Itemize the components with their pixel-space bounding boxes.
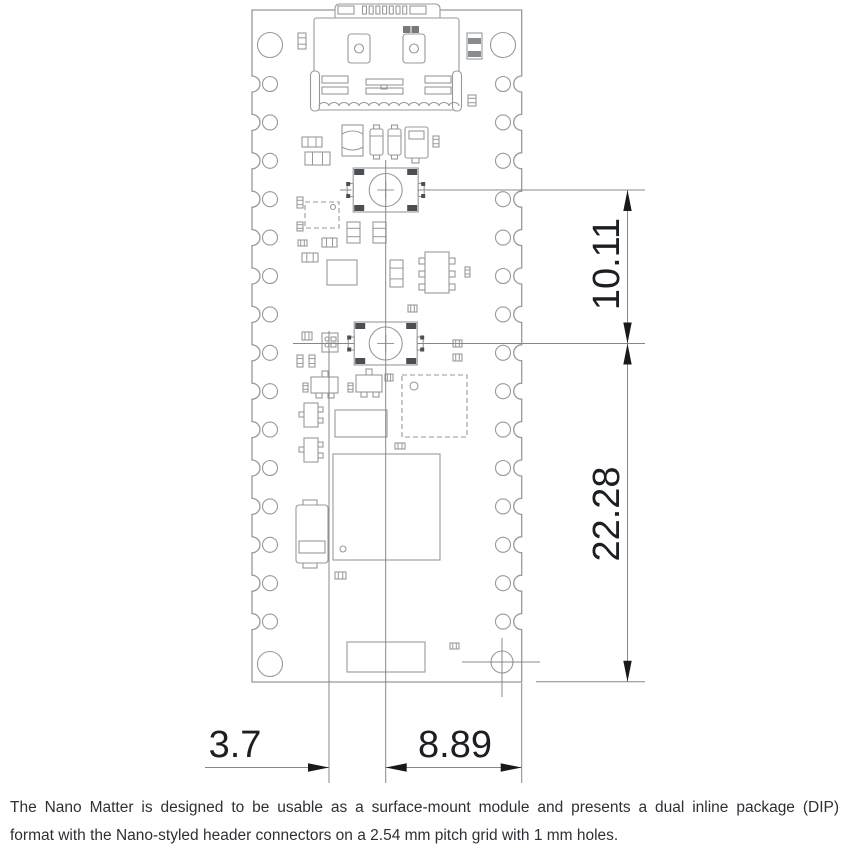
button-corner-contact [407,169,417,175]
transistor-body [425,252,449,293]
transistor-body [311,377,338,393]
button-tab-contact [347,348,351,352]
button-tab-contact [421,182,425,186]
dimension-arrow [623,190,631,211]
usb-shell-bracket [453,71,462,111]
transistor-body [304,403,318,427]
switch-body [296,505,328,563]
button-tab-contact [420,348,424,352]
dimension-arrow [386,763,407,771]
dimension-label-bottom-left: 3.7 [208,724,262,766]
radio-module-outline [333,454,440,560]
caption [10,794,839,850]
button-corner-contact [407,205,417,211]
usb-pad [348,34,370,63]
button-corner-contact [406,358,416,364]
diode-body [370,129,383,155]
dimension-arrow [308,763,329,771]
led-band [468,38,481,44]
button-tab-contact [420,336,424,340]
transistor-body [304,438,318,462]
led-band [468,51,481,57]
button-tab-contact [346,182,350,186]
dimension-arrow [623,323,631,344]
dimension-label-upper-vertical: 10.11 [586,217,628,311]
drawing-layer [205,4,645,783]
button-corner-contact [355,323,365,329]
usb-logo-mark [412,26,420,33]
usb-pad [403,34,425,63]
caption-line-2: format with the Nano-styled header connectors on a 2.54 mm pitch grid with 1 mm holes. [10,827,619,844]
usb-logo-mark [403,26,411,33]
caption-line-1: The Nano Matter is designed to be usable as a surface-mount module and presents a dual inline package (DIP) [10,799,839,816]
dimension-arrow [501,763,522,771]
diode-body [388,129,401,155]
button-tab-contact [346,194,350,198]
button-corner-contact [354,169,364,175]
button-corner-contact [406,323,416,329]
button-tab-contact [421,194,425,198]
usb-connector-shield [314,18,459,110]
button-corner-contact [354,205,364,211]
dimension-arrow [623,661,631,682]
button-corner-contact [355,358,365,364]
dimension-arrow [623,344,631,365]
dimension-label-bottom-right: 8.89 [418,724,492,766]
usb-shell-bracket [311,71,320,111]
transistor-body [356,375,382,392]
button-tab-contact [347,336,351,340]
dimension-label-lower-vertical: 22.28 [586,466,628,562]
inductor-body [342,125,363,156]
